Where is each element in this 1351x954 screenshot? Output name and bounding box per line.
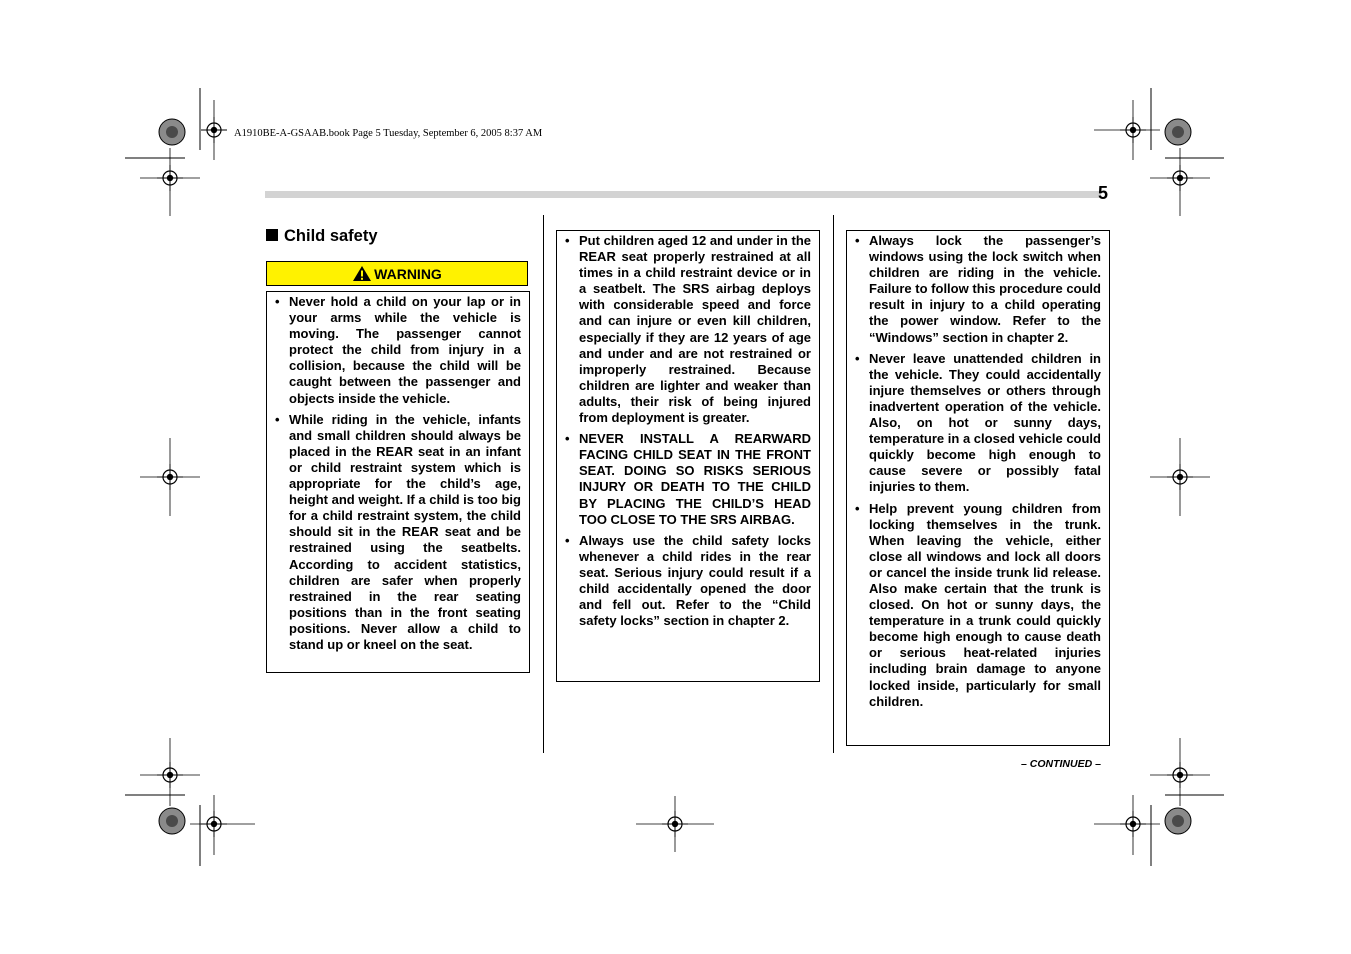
warning-bullet: • Always lock the passenger’s windows using the lock switch when children are riding in the vehicle. Failure to follow this procedure could result in injury to a child operating the power window. Refer to the “Windows” section in chapter 2. — [855, 233, 1101, 346]
column-divider-1 — [543, 215, 544, 753]
section-title-text: Child safety — [284, 227, 378, 245]
section-title — [266, 227, 378, 246]
book-header: A1910BE-A-GSAAB.book Page 5 Tuesday, September 6, 2005 8:37 AM — [234, 128, 543, 139]
registration-mark-bottom-center — [636, 796, 714, 852]
warning-label: WARNING — [374, 265, 442, 282]
warning-bullet: • NEVER INSTALL A REARWARD FACING CHILD SEAT IN THE FRONT SEAT. DOING SO RISKS SERIOUS INJURY OR DEATH TO THE CHILD BY PLACING THE CHILD’S HEAD TOO CLOSE TO THE SRS AIRBAG. — [565, 431, 811, 528]
warning-bullet: • Never leave unattended children in the vehicle. They could accidentally injure themselves or others through inadvertent operation of the vehicle. Also, on hot or sunny days, temperature in a closed vehicle could quickly become high enough to cause severe or possibly fatal injuries to them. — [855, 351, 1101, 496]
warning-bullet: • While riding in the vehicle, infants and small children should always be placed in the REAR seat in an infant or child restraint system which is appropriate for the child’s age, height and weight. If a child is too big for a child restraint system, the child should sit in the REAR seat and be restrained using the seatbelts. According to accident statistics, children are safer when properly restrained in the rear seating positions than in the front seating positions. Never allow a child to stand up or kneel on the seat. — [275, 412, 521, 653]
continued-label: – CONTINUED – — [1021, 758, 1101, 770]
warning-box-column-3 — [846, 230, 1110, 746]
registration-mark-top-left — [125, 88, 227, 216]
warning-bullet: • Put children aged 12 and under in the REAR seat properly restrained at all times in a child restraint device or in a seatbelt. The SRS airbag deploys with considerable speed and force and can injure or even kill children, especially if they are 12 years of age and under and are not restrained or improperly restrained. Because children are lighter and weaker than adults, their risk of being injured from deployment is greater. — [565, 233, 811, 426]
warning-bullet: • Never hold a child on your lap or in your arms while the vehicle is moving. The passenger cannot protect the child from injury in a collision, because the child will be caught between the passenger and objects inside the vehicle. — [275, 294, 521, 407]
warning-box-column-1 — [266, 291, 530, 673]
warning-triangle-icon — [352, 265, 372, 282]
section-square-icon — [266, 229, 278, 241]
warning-bullet: • Always use the child safety locks whenever a child rides in the rear seat. Serious injury could result if a child accidentally opened the door and fell out. Refer to the “Child safety locks” section in chapter 2. — [565, 533, 811, 630]
registration-mark-middle-right — [1150, 438, 1210, 516]
column-divider-2 — [833, 215, 834, 753]
registration-mark-bottom-right — [1094, 738, 1224, 866]
header-rule — [265, 191, 1101, 198]
warning-banner — [266, 261, 528, 286]
registration-mark-bottom-left — [125, 738, 255, 866]
registration-mark-middle-left — [140, 438, 200, 516]
warning-box-column-2 — [556, 230, 820, 682]
registration-mark-top-right — [1094, 88, 1224, 216]
page-number: 5 — [1098, 183, 1109, 203]
warning-bullet: • Help prevent young children from locking themselves in the trunk. When leaving the vehicle, either close all windows and lock all doors or cancel the inside trunk lid release. Also make certain that the trunk is closed. On hot or sunny days, the temperature in a trunk could quickly become high enough to cause death or serious heat-related injuries including brain damage to anyone locked inside, particularly for small children. — [855, 501, 1101, 710]
